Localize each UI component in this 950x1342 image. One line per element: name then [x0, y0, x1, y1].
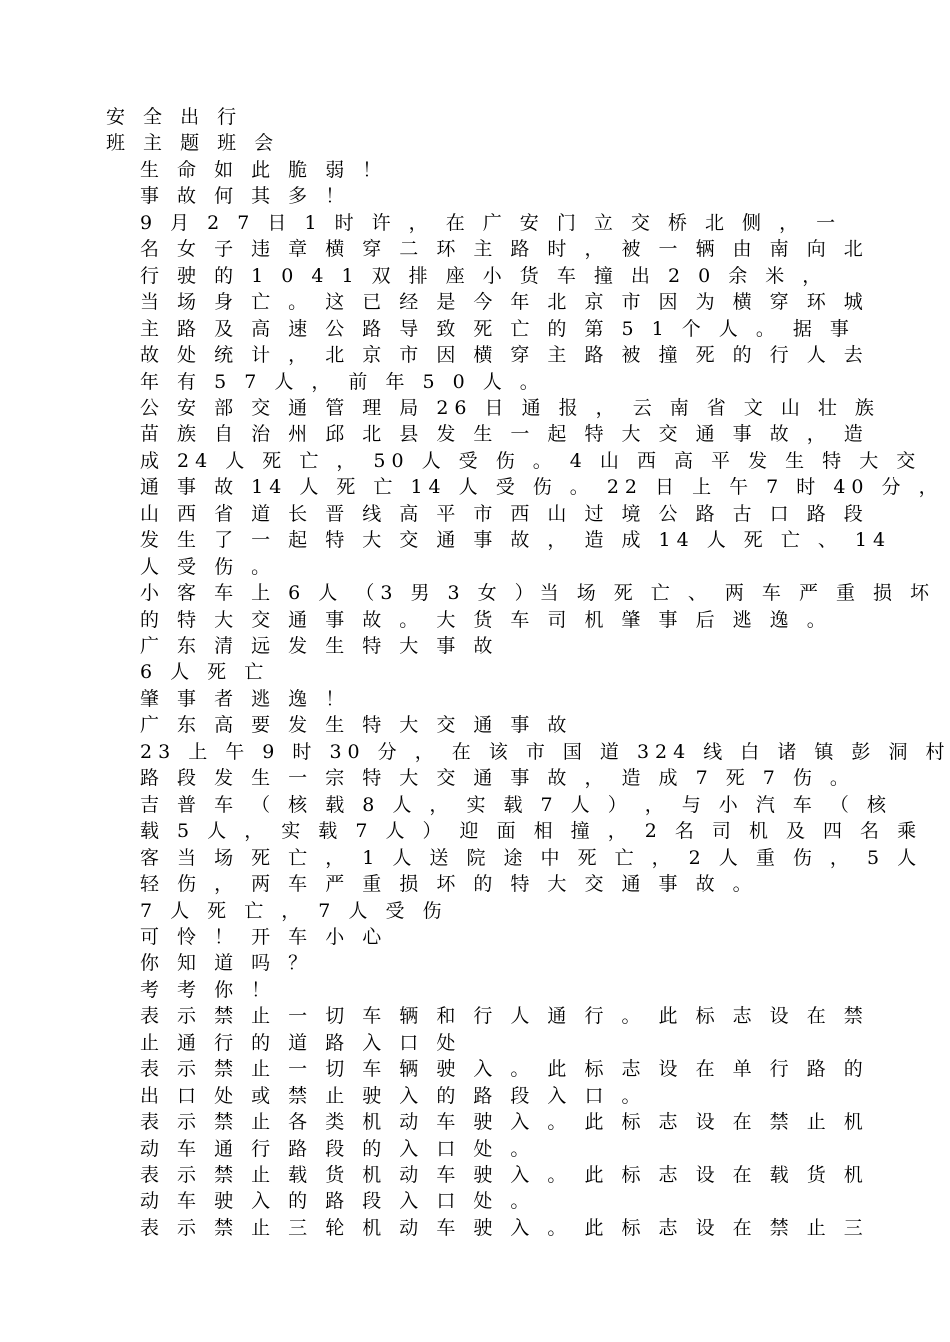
text-line: 主 路 及 高 速 公 路 导 致 死 亡 的 第 5 1 个 人 。 据 事	[140, 318, 855, 340]
text-line: 肇 事 者 逃 逸 ！	[140, 688, 351, 710]
text-line: 事 故 何 其 多 ！	[140, 185, 351, 207]
text-line: 广 东 清 远 发 生 特 大 事 故	[140, 635, 499, 657]
text-line: 小 客 车 上 6 人 （3 男 3 女 ）当 场 死 亡 、 两 车 严 重 损 坏	[140, 582, 936, 604]
text-line: 苗 族 自 治 州 邱 北 县 发 生 一 起 特 大 交 通 事 故 ， 造	[140, 423, 869, 445]
text-line: 9 月 2 7 日 1 时 许 ， 在 广 安 门 立 交 桥 北 侧 ， 一	[140, 212, 842, 234]
text-line: 表 示 禁 止 一 切 车 辆 和 行 人 通 行 。 此 标 志 设 在 禁	[140, 1005, 869, 1027]
text-line: 吉 普 车 （ 核 载 8 人 ， 实 载 7 人 ） ， 与 小 汽 车 （ 核	[140, 794, 892, 816]
text-line: 名 女 子 违 章 横 穿 二 环 主 路 时 ， 被 一 辆 由 南 向 北	[140, 238, 869, 260]
text-line: 7 人 死 亡 ， 7 人 受 伤	[140, 900, 448, 922]
text-line: 当 场 身 亡 。 这 已 经 是 今 年 北 京 市 因 为 横 穿 环 城	[140, 291, 869, 313]
text-line: 动 车 驶 入 的 路 段 入 口 处 。	[140, 1190, 536, 1212]
text-line: 通 事 故 14 人 死 亡 14 人 受 伤 。 22 日 上 午 7 时 40 分 ，	[140, 476, 944, 498]
text-line: 表 示 禁 止 各 类 机 动 车 驶 入 。 此 标 志 设 在 禁 止 机	[140, 1111, 869, 1133]
text-line: 6 人 死 亡	[140, 661, 270, 683]
text-line: 广 东 高 要 发 生 特 大 交 通 事 故	[140, 714, 573, 736]
text-line: 轻 伤 ， 两 车 严 重 损 坏 的 特 大 交 通 事 故 。	[140, 873, 758, 895]
text-line: 路 段 发 生 一 宗 特 大 交 通 事 故 ， 造 成 7 死 7 伤 。	[140, 767, 855, 789]
text-line: 人 受 伤 。	[140, 556, 277, 578]
text-line: 你 知 道 吗 ？	[140, 952, 314, 974]
text-line: 考 考 你 ！	[140, 979, 277, 1001]
text-line: 表 示 禁 止 载 货 机 动 车 驶 入 。 此 标 志 设 在 载 货 机	[140, 1164, 869, 1186]
text-line: 行 驶 的 1 0 4 1 双 排 座 小 货 车 撞 出 2 0 余 米 ，	[140, 265, 828, 287]
text-line: 载 5 人 ， 实 载 7 人 ） 迎 面 相 撞 ， 2 名 司 机 及 四 名 乘	[140, 820, 923, 842]
text-line: 表 示 禁 止 一 切 车 辆 驶 入 。 此 标 志 设 在 单 行 路 的	[140, 1058, 869, 1080]
text-line: 故 处 统 计 ， 北 京 市 因 横 穿 主 路 被 撞 死 的 行 人 去	[140, 344, 869, 366]
text-line: 成 24 人 死 亡 ， 50 人 受 伤 。 4 山 西 高 平 发 生 特 大 交	[140, 450, 922, 472]
text-line: 表 示 禁 止 三 轮 机 动 车 驶 入 。 此 标 志 设 在 禁 止 三	[140, 1217, 869, 1239]
text-line: 23 上 午 9 时 30 分 ， 在 该 市 国 道 324 线 白 诸 镇 彭 洞 村	[140, 741, 950, 763]
text-line: 动 车 通 行 路 段 的 入 口 处 。	[140, 1138, 536, 1160]
text-line: 公 安 部 交 通 管 理 局 26 日 通 报 ， 云 南 省 文 山 壮 族	[140, 397, 880, 419]
document-title: 安 全 出 行	[106, 106, 243, 128]
text-line: 山 西 省 道 长 晋 线 高 平 市 西 山 过 境 公 路 古 口 路 段	[140, 503, 869, 525]
text-line: 出 口 处 或 禁 止 驶 入 的 路 段 入 口 。	[140, 1085, 647, 1107]
text-line: 止 通 行 的 道 路 入 口 处	[140, 1032, 462, 1054]
text-line: 的 特 大 交 通 事 故 。 大 货 车 司 机 肇 事 后 逃 逸 。	[140, 609, 832, 631]
text-line: 生 命 如 此 脆 弱 ！	[140, 159, 388, 181]
text-line: 客 当 场 死 亡 ， 1 人 送 院 途 中 死 亡 ， 2 人 重 伤 ， 5 人	[140, 847, 923, 869]
text-line: 发 生 了 一 起 特 大 交 通 事 故 ， 造 成 14 人 死 亡 、 14	[140, 529, 892, 551]
document-subtitle: 班 主 题 班 会	[106, 132, 280, 154]
text-line: 可 怜 ！ 开 车 小 心	[140, 926, 388, 948]
text-line: 年 有 5 7 人 ， 前 年 5 0 人 。	[140, 371, 545, 393]
